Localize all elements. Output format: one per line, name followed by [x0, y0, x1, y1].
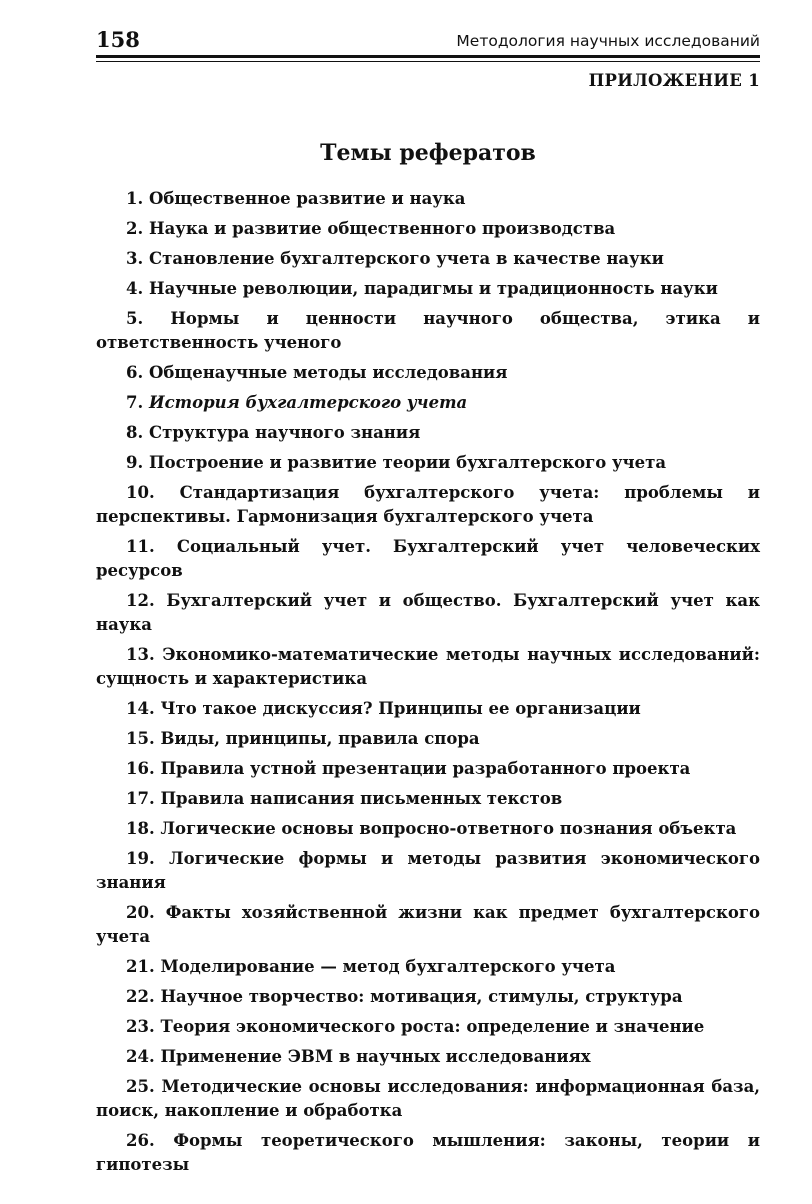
list-item: 23. Теория экономического роста: определение и значение	[126, 1017, 705, 1036]
list-item: 11. Социальный учет. Бухгалтерский учет человеческих ресурсов	[96, 537, 760, 580]
appendix-label: ПРИЛОЖЕНИЕ 1	[588, 71, 760, 90]
list-item: 12. Бухгалтерский учет и общество. Бухгалтерский учет как наука	[96, 591, 760, 634]
list-item: 25. Методические основы исследования: информационная база, поиск, накопление и обработка	[96, 1077, 761, 1120]
list-item: 6. Общенаучные методы исследования	[126, 363, 508, 382]
header-rule-thin	[96, 61, 760, 62]
list-item: 5. Нормы и ценности научного общества, этика и ответственность ученого	[96, 309, 761, 352]
running-title: Методология научных исследований	[456, 32, 760, 50]
list-item: 26. Формы теоретического мышления: законы, теории и гипотезы	[96, 1131, 760, 1174]
topics-list	[96, 187, 760, 1183]
list-item: 2. Наука и развитие общественного производства	[126, 219, 616, 238]
list-item: 8. Структура научного знания	[126, 423, 421, 442]
list-item: 7. История бухгалтерского учета	[126, 393, 468, 412]
list-item: 1. Общественное развитие и наука	[126, 189, 466, 208]
list-item: 9. Построение и развитие теории бухгалтерского учета	[126, 453, 667, 472]
page-header	[96, 28, 760, 52]
page-title: Темы рефератов	[320, 140, 536, 166]
list-item: 15. Виды, принципы, правила спора	[126, 729, 480, 748]
list-item: 17. Правила написания письменных текстов	[126, 789, 563, 808]
list-item: 4. Научные революции, парадигмы и традиционность науки	[126, 279, 718, 298]
list-item: 19. Логические формы и методы развития экономического знания	[96, 849, 761, 892]
page-number: 158	[96, 27, 140, 52]
list-item: 16. Правила устной презентации разработанного проекта	[126, 759, 691, 778]
list-item: 14. Что такое дискуссия? Принципы ее организации	[126, 699, 641, 718]
list-item: 20. Факты хозяйственной жизни как предмет бухгалтерского учета	[96, 903, 761, 946]
list-item: 24. Применение ЭВМ в научных исследованиях	[126, 1047, 591, 1066]
list-item: 3. Становление бухгалтерского учета в качестве науки	[126, 249, 664, 268]
list-item: 21. Моделирование — метод бухгалтерского учета	[126, 957, 616, 976]
list-item: 22. Научное творчество: мотивация, стимулы, структура	[126, 987, 683, 1006]
header-rule-thick	[96, 55, 760, 58]
list-item: 18. Логические основы вопросно-ответного познания объекта	[126, 819, 737, 838]
list-item: 13. Экономико-математические методы научных исследований: сущность и характеристика	[96, 645, 760, 688]
list-item: 10. Стандартизация бухгалтерского учета: проблемы и перспективы. Гармонизация бухгалтерского учета	[96, 483, 760, 526]
